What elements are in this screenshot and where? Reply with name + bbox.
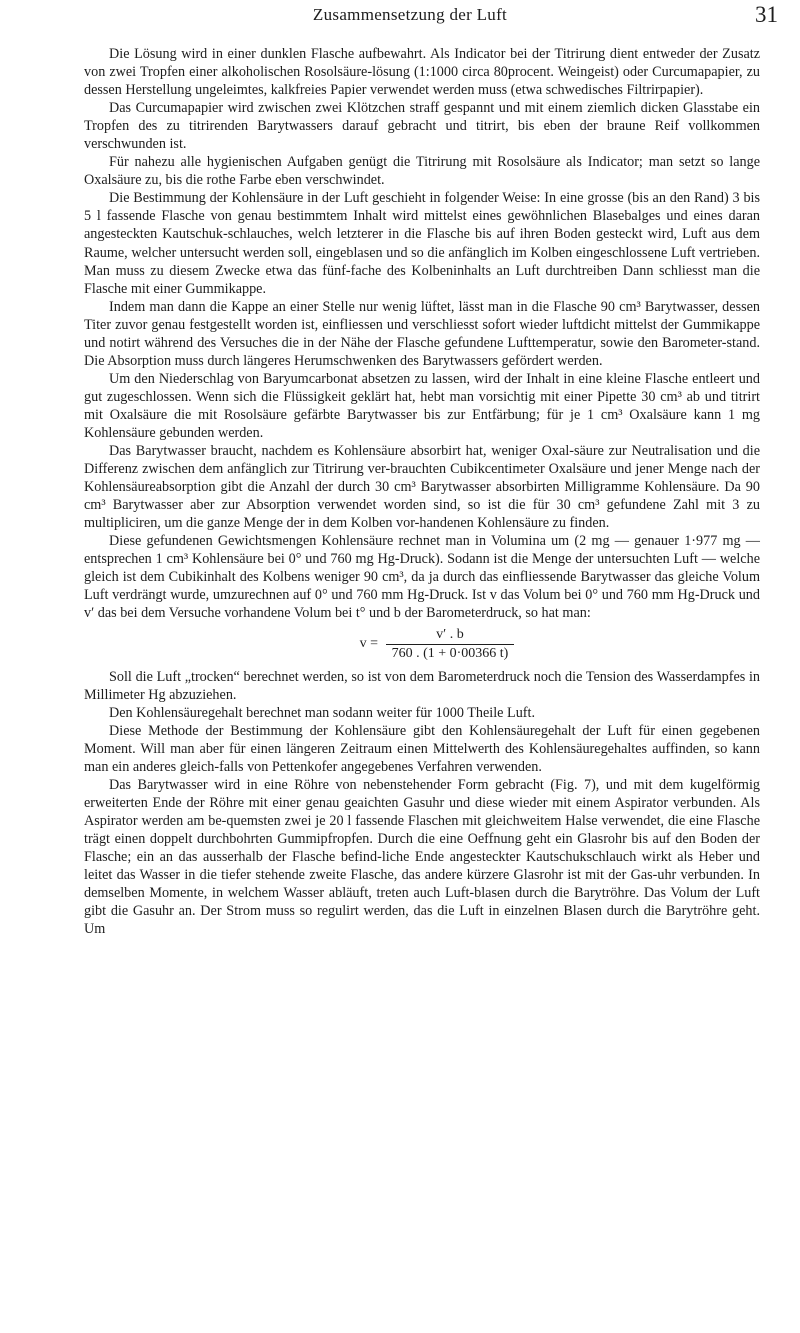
formula-fraction <box>386 627 515 662</box>
formula-lhs: v = <box>359 636 379 651</box>
paragraph: Die Lösung wird in einer dunklen Flasche aufbewahrt. Als Indicator bei der Titrirung dient entweder der Zusatz von zwei Tropfen einer alkoholischen Rosolsäure-lösung (1:1000 circa 80procent. Weingeist) oder Curcumapapier, zu dessen Herstellung ungeleimtes, kalkfreies Papier verwendet werden muss (etwa schwedisches Filtrirpapier). <box>84 46 760 99</box>
paragraph: Diese Methode der Bestimmung der Kohlensäure gibt den Kohlensäuregehalt der Luft für einen gegebenen Moment. Will man aber für einen längeren Zeitraum einen Mittelwerth des Kohlensäuregehaltes auffinden, so kann man ein anderes gleich-falls von Pettenkofer angegebenes Verfahren verwenden. <box>84 722 760 775</box>
page-number: 31 <box>755 2 778 27</box>
paragraph: Für nahezu alle hygienischen Aufgaben genügt die Titrirung mit Rosolsäure als Indicator; man setzt so lange Oxalsäure zu, bis die rothe Farbe eben verschwindet. <box>84 154 760 189</box>
paragraph: Das Barytwasser wird in eine Röhre von nebenstehender Form gebracht (Fig. 7), und mit dem kugelförmig erweiterten Ende der Röhre mit einer genau geaichten Gasuhr und diese wieder mit einem Aspirator verbunden. Als Aspirator werden am be-quemsten zwei je 20 l fassende Flaschen mit gleichweitem Halse verwendet, die eine Flasche trägt einen doppelt durchbohrten Gummipfropfen. Durch die eine Oeffnung geht ein Glasrohr bis auf den Boden der Flasche; ein an das ausserhalb der Flasche befind-liche Ende angesteckter Kautschukschlauch wirkt als Heber und leitet das Wasser in die tiefer stehende zweite Flasche, das andere kürzere Glasrohr ist mit der Gas-uhr verbunden. In demselben Momente, in welchem Wasser abläuft, treten auch Luft-blasen durch die Barytröhre. Das Volum der Luft gibt die Gasuhr an. Der Strom muss so regulirt werden, das die Luft in einzelnen Blasen durch die Barytröhre geht. Um <box>84 776 760 938</box>
paragraph: Den Kohlensäuregehalt berechnet man sodann weiter für 1000 Theile Luft. <box>109 704 535 721</box>
running-title: Zusammensetzung der Luft <box>312 5 508 24</box>
paragraph: Indem man dann die Kappe an einer Stelle nur wenig lüftet, lässt man in die Flasche 90 cm³ Barytwasser, dessen Titer zuvor genau festgestellt worden ist, einfliessen und verschliesst sofort wieder luftdicht mittelst der Gummikappe und notirt während des Versuches die in der Nähe der Flasche gefundene Lufttemperatur, sowie den Barometer-stand. Die Absorption muss durch längeres Herumschwenken des Barytwassers gefördert werden. <box>84 298 760 369</box>
volume-formula <box>84 627 760 662</box>
paragraph: Soll die Luft „trocken“ berechnet werden, so ist von dem Barometerdruck noch die Tension des Wasserdampfes in Millimeter Hg abzuziehen. <box>84 668 760 703</box>
body-text <box>84 45 760 938</box>
paragraph: Das Barytwasser braucht, nachdem es Kohlensäure absorbirt hat, weniger Oxal-säure zur Neutralisation und die Differenz zwischen dem anfänglich zur Titrirung ver-brauchten Cubikcentimeter Oxalsäure und jener Menge nach der Kohlensäureabsorption gibt die Anzahl der durch 30 cm³ Barytwasser absorbirten Milligramme Kohlensäure. Da 90 cm³ Barytwasser aber zur Absorption verwendet worden sind, so ist die für 30 cm³ gefundene Zahl mit 3 zu multipliciren, um die ganze Menge der in dem Kolben vor-handenen Kohlensäure zu finden. <box>84 443 760 532</box>
paragraph: Diese gefundenen Gewichtsmengen Kohlensäure rechnet man in Volumina um (2 mg — genauer 1·977 mg — entsprechen 1 cm³ Kohlensäure bei 0° und 760 mg Hg-Druck). Sodann ist die Menge der untersuchten Luft — welche gleich ist dem Cubikinhalt des Kolbens weniger 90 cm³, da ja durch das einfliessende Barytwasser das gleiche Volum Luft verdrängt wurde, umzurechnen auf 0° und 760 mm Hg-Druck. Ist v das Volum bei 0° und 760 mm Hg-Druck und v′ das bei dem Versuche vorhandene Volum bei t° und b der Barometerdruck, so hat man: <box>84 533 760 622</box>
formula-denominator: 760 . (1 + 0·00366 t) <box>386 644 515 662</box>
running-header <box>42 2 778 32</box>
paragraph: Das Curcumapapier wird zwischen zwei Klötzchen straff gespannt und mit einem ziemlich dicken Glasstabe ein Tropfen des zu titrirenden Barytwassers darauf gebracht und titrirt, bis eben der braune Reif vollkommen verschwunden ist. <box>84 100 760 153</box>
paragraph: Die Bestimmung der Kohlensäure in der Luft geschieht in folgender Weise: In eine grosse (bis an den Rand) 3 bis 5 l fassende Flasche von genau bestimmtem Inhalt wird mittelst eines gewöhnlichen Blasebalges und eines daran angesteckten Kautschuk-schlauches, welch letzterer in die Flasche bis auf ihren Boden gesteckt wird, Luft aus dem Raume, welcher untersucht werden soll, eingeblasen und so die anfänglich im Kolben eingeschlossene Luft vertrieben. Man muss zu diesem Zwecke etwa das fünf-fache des Kolbeninhalts an Luft durchtreiben Dann schliesst man die Flasche mit einer Gummikappe. <box>84 190 760 297</box>
paragraph: Um den Niederschlag von Baryumcarbonat absetzen zu lassen, wird der Inhalt in eine kleine Flasche entleert und gut zugeschlossen. Wenn sich die Flüssigkeit geklärt hat, hebt man vorsichtig mit einer Pipette 30 cm³ ab und titrirt mit Oxalsäure die mit Rosolsäure gefärbte Barytwasser bis zur Entfärbung; für je 1 cm³ Oxalsäure kann 1 mg Kohlensäure gebunden werden. <box>84 370 760 441</box>
formula-numerator: v′ . b <box>436 626 464 642</box>
